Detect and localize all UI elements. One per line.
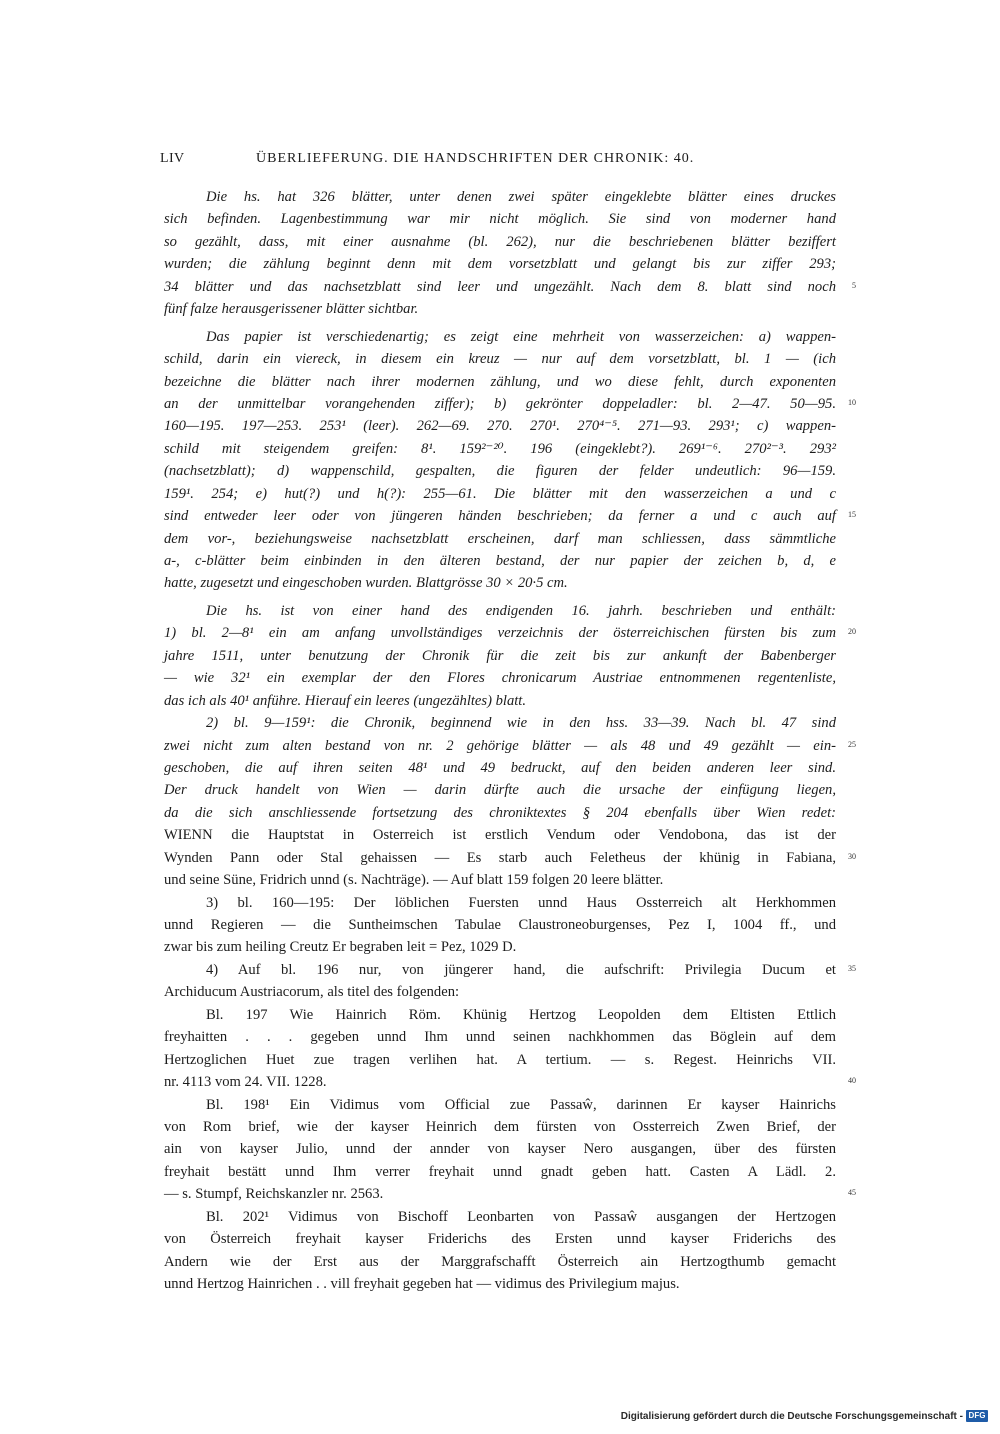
text-line-content: und seine Süne, Fridrich unnd (s. Nachträge). — Auf blatt 159 folgen 20 leere blätter. [164, 872, 664, 889]
text-line-content: Der druck handelt von Wien — darin dürfte auch die ursache der einfügung liegen, [164, 782, 836, 799]
line-number: 35 [848, 963, 856, 973]
text-line [164, 393, 856, 415]
page-number: LIV [160, 151, 185, 166]
text-line-content: 2) bl. 9—159¹: die Chronik, beginnend wie in den hss. 33—39. Nach bl. 47 sind [206, 715, 836, 732]
text-line-content: Das papier ist verschiedenartig; es zeigt eine mehrheit von wasserzeichen: a) wappen- [206, 328, 836, 345]
text-line [164, 622, 856, 644]
text-line [164, 892, 836, 914]
dfg-logo: DFG [966, 1410, 988, 1422]
text-line [164, 1228, 836, 1250]
text-line [164, 550, 836, 572]
text-line [164, 936, 836, 958]
text-line [164, 1251, 836, 1273]
text-line-content: von Rom brief, wie der kayser Heinrich dem fürsten von Ossterreich Zwen Brief, der [164, 1118, 836, 1135]
text-line-content: schild mit steigendem greifen: 8¹. 159²⁻²⁰. 196 (eingeklebt?). 269¹⁻⁶. 270²⁻³. 293² [164, 440, 836, 457]
text-line-content: freyhait bestätt unnd Ihm verrer freyhait unnd gnadt geben hatt. Casten A Lädl. 2. [164, 1163, 836, 1180]
text-line-content: geschoben, die auf ihren seiten 48¹ und 49 bedruckt, auf den beiden anderen leer sind. [164, 759, 836, 776]
text-line [164, 186, 836, 208]
text-line-content: bezeichne die blätter nach ihrer modernen zählung, und wo diese fehlt, durch exponenten [164, 373, 836, 390]
text-line-content: Die hs. ist von einer hand des endigenden 16. jahrh. beschrieben und enthält: [206, 602, 836, 619]
text-line [164, 1206, 836, 1228]
line-number: 20 [848, 627, 856, 637]
line-number: 45 [848, 1188, 856, 1198]
text-line [164, 528, 836, 550]
text-line-content: von Österreich freyhait kayser Friderichs des Ersten unnd kayser Friderichs des [164, 1231, 836, 1248]
text-line [164, 1183, 856, 1205]
text-line-content: so gezählt, dass, mit einer ausnahme (bl. 262), nur die beschriebenen blätter beziffert [164, 233, 836, 250]
text-line [164, 1094, 836, 1116]
text-line-content: nr. 4113 vom 24. VII. 1228. [164, 1074, 327, 1091]
text-line-content: schild, darin ein viereck, in diesem ein kreuz — nur auf dem vorsetzblatt, bl. 1 — (ich [164, 351, 836, 368]
text-line-content: Bl. 197 Wie Hainrich Röm. Khünig Hertzog Leopolden dem Eltisten Ettlich [206, 1006, 836, 1023]
text-line-content: an der unmittelbar vorangehenden ziffer); b) gekrönter doppeladler: bl. 2—47. 50—95. [164, 395, 836, 412]
page-title: ÜBERLIEFERUNG. DIE HANDSCHRIFTEN DER CHRONIK: 40. [256, 151, 695, 166]
text-line-content: das ich als 40¹ anführe. Hierauf ein leeres (ungezähltes) blatt. [164, 692, 527, 709]
text-line [164, 869, 836, 891]
text-line [164, 415, 836, 437]
text-line [164, 959, 856, 981]
text-line-content: (nachsetzblatt); d) wappenschild, gespalten, die figuren der felder undeutlich: 96—159. [164, 463, 836, 480]
text-line-content: jahre 1511, unter benutzung der Chronik für die zeit bis zur ankunft der Babenberger [164, 647, 836, 664]
footer-credit: Digitalisierung gefördert durch die Deutsche Forschungsgemeinschaft - [620, 1410, 963, 1422]
text-line [164, 438, 836, 460]
text-line-content: Archiducum Austriacorum, als titel des folgenden: [164, 984, 460, 1001]
text-line [164, 1138, 836, 1160]
line-number: 15 [848, 510, 856, 520]
text-line [164, 824, 836, 846]
text-line-content: wurden; die zählung beginnt denn mit dem vorsetzblatt und gelangt bis zur ziffer 293; [164, 256, 836, 273]
text-line [164, 712, 836, 734]
text-line [164, 348, 836, 370]
text-line [164, 208, 836, 230]
text-line [164, 326, 836, 348]
text-line [164, 1273, 836, 1295]
text-line [164, 253, 836, 275]
text-line [164, 298, 836, 320]
text-line [164, 460, 836, 482]
text-line [164, 690, 836, 712]
text-line-content: 3) bl. 160—195: Der löblichen Fuersten unnd Haus Ossterreich alt Herkhommen [206, 894, 836, 911]
text-line-content: 1) bl. 2—8¹ ein am anfang unvollständiges verzeichnis der österreichischen fürsten bis zum [164, 625, 836, 642]
text-line-content: a-, c-blätter beim einbinden in den älteren bestand, der nur papier der zeichen b, d, e [164, 553, 836, 569]
text-line-content: sind entweder leer oder von jüngeren händen beschrieben; da ferner a und c auch auf [164, 508, 836, 525]
text-line [164, 276, 856, 298]
text-line [164, 1071, 856, 1093]
text-line [164, 757, 836, 779]
text-line-content: dem vor-, beziehungsweise nachsetzblatt erscheinen, darf man schliessen, dass sämmtliche [164, 530, 836, 547]
text-line-content: 160—195. 197—253. 253¹ (leer). 262—69. 270. 270¹. 270⁴⁻⁵. 271—93. 293¹; c) wappen- [164, 418, 836, 435]
line-number: 30 [848, 851, 856, 861]
text-line-content: unnd Hertzog Hainrichen . . vill freyhait gegeben hat — vidimus des Privilegium majus. [164, 1276, 680, 1292]
text-line [164, 1026, 836, 1048]
text-line-content: ain von kayser Julio, unnd der annder von kayser Nero ausgangen, über des fürsten [164, 1141, 836, 1158]
text-line [164, 231, 836, 253]
text-line [164, 1004, 836, 1026]
line-number: 25 [848, 739, 856, 749]
text-line-content: zwei nicht zum alten bestand von nr. 2 gehörige blätter — als 48 und 49 gezählt — ein- [164, 737, 836, 754]
text-line [164, 371, 836, 393]
text-line [164, 847, 856, 869]
text-line-content: 34 blätter und das nachsetzblatt sind leer und ungezählt. Nach dem 8. blatt sind noch [164, 278, 836, 295]
text-line [164, 645, 836, 667]
text-line-content: Andern wie der Erst aus der Marggrafschafft Österreich ain Hertzogthumb gemacht [164, 1253, 836, 1270]
text-line-content: freyhaitten . . . gegeben unnd Ihm unnd seinen nachkhommen das Böglein auf dem [164, 1029, 836, 1046]
text-line-content: sich befinden. Lagenbestimmung war mir nicht möglich. Sie sind von moderner hand [164, 211, 836, 228]
text-line-content: fünf falze herausgerissener blätter sichtbar. [164, 301, 419, 318]
text-line [164, 600, 836, 622]
line-number: 40 [848, 1076, 856, 1086]
text-line [164, 572, 836, 594]
text-line-content: — s. Stumpf, Reichskanzler nr. 2563. [164, 1186, 384, 1203]
text-line-content: WIENN die Hauptstat in Osterreich ist erstlich Vendum oder Vendobona, das ist der [164, 827, 836, 844]
text-line [164, 914, 836, 936]
text-line-content: — wie 32¹ ein exemplar der den Flores chronicarum Austriae entnommenen regentenliste, [164, 670, 836, 687]
text-line-content: Hertzoglichen Huet zue tragen verlihen hat. A tertium. — s. Regest. Heinrichs VII. [164, 1051, 836, 1068]
text-line [164, 981, 836, 1003]
text-line [164, 483, 836, 505]
line-number: 10 [848, 397, 856, 407]
text-line [164, 505, 856, 527]
footer [621, 1409, 988, 1423]
text-line-content: hatte, zugesetzt und eingeschoben wurden. Blattgrösse 30 × 20·5 cm. [164, 575, 568, 592]
text-line-content: Wynden Pann oder Stal gehaissen — Es starb auch Feletheus der khünig in Fabiana, [164, 849, 836, 866]
text-line-content: 159¹. 254; e) hut(?) und h(?): 255—61. Die blätter mit den wasserzeichen a und c [164, 485, 836, 502]
text-line-content: Bl. 198¹ Ein Vidimus vom Official zue Passaŵ, darinnen Er kayser Hainrichs [206, 1096, 836, 1113]
text-line [164, 735, 856, 757]
text-line [164, 1161, 836, 1183]
text-line [164, 1116, 836, 1138]
text-line [164, 802, 836, 824]
text-line-content: Bl. 202¹ Vidimus von Bischoff Leonbarten von Passaŵ ausgangen der Hertzogen [206, 1208, 836, 1225]
text-line-content: Die hs. hat 326 blätter, unter denen zwei später eingeklebte blätter eines druckes [206, 189, 836, 205]
text-line [164, 1049, 836, 1071]
text-line-content: 4) Auf bl. 196 nur, von jüngerer hand, die aufschrift: Privilegia Ducum et [206, 961, 836, 978]
text-line [164, 779, 836, 801]
body-text [164, 186, 856, 1295]
text-line-content: zwar bis zum heiling Creutz Er begraben leit = Pez, 1029 D. [164, 939, 517, 956]
text-line-content: da die sich anschliessende fortsetzung des chroniktextes § 204 ebenfalls über Wien redet: [164, 804, 836, 821]
text-line [164, 667, 836, 689]
text-line-content: unnd Regieren — die Suntheimschen Tabulae Claustroneoburgenses, Pez I, 1004 ff., und [164, 917, 836, 933]
running-header [160, 151, 840, 171]
line-number: 5 [852, 280, 856, 290]
